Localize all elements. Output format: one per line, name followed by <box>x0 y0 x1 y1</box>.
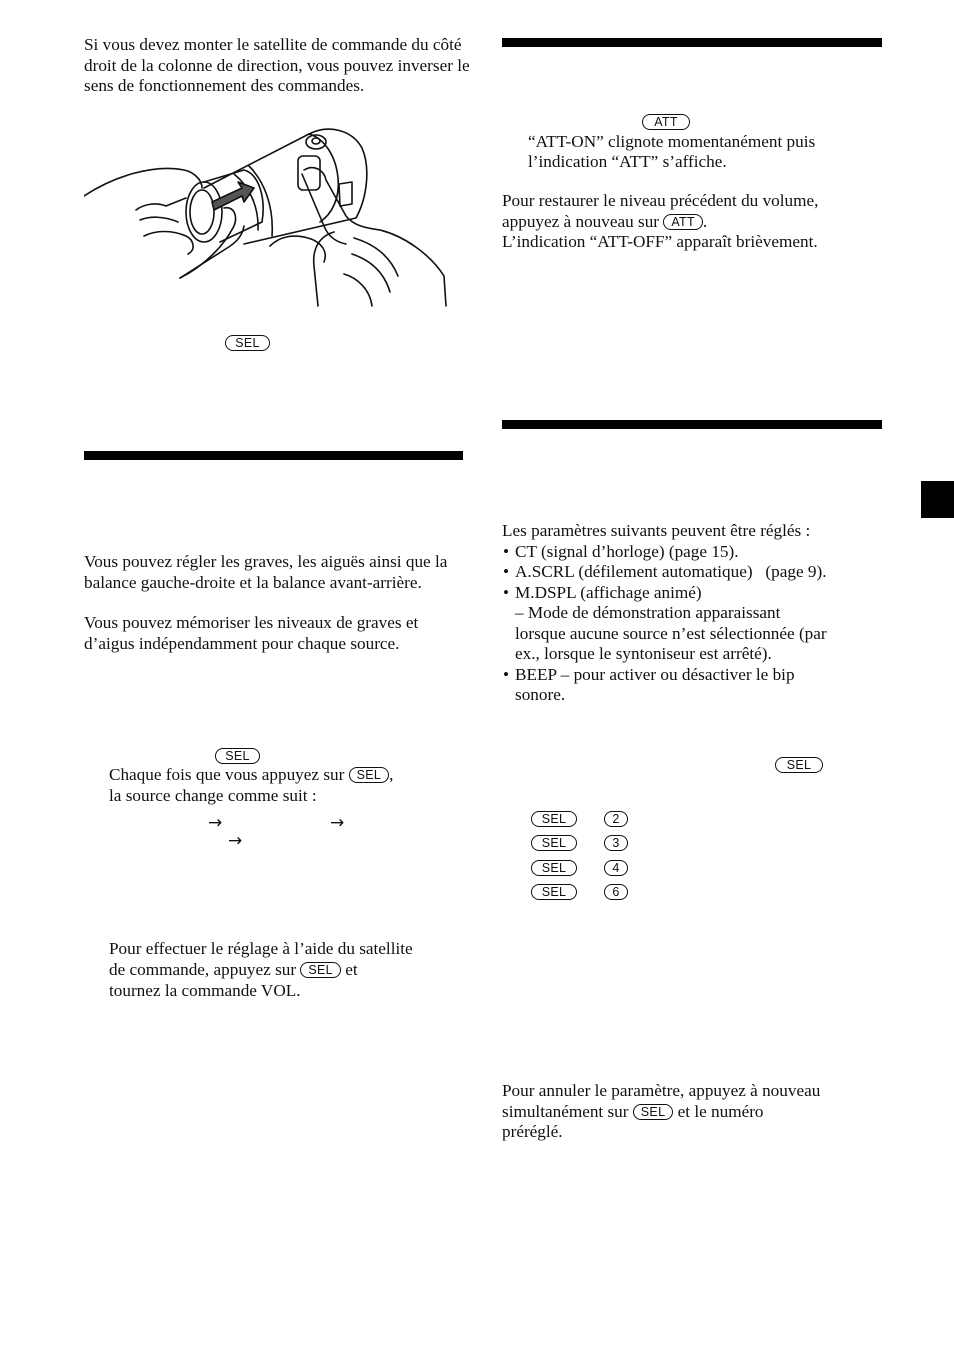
sel-key-inline: SEL <box>300 962 341 978</box>
step1-line1: Chaque fois que vous appuyez sur SEL , <box>109 765 394 784</box>
sel-button-step1: SEL <box>215 748 260 764</box>
commander-note-line1: Pour effectuer le réglage à l’aide du satellite <box>109 939 413 958</box>
param-ct: CT (signal d’horloge) (page 15). <box>515 542 739 561</box>
sel-key-inline: SEL <box>349 767 390 783</box>
combo-sel-key: SEL <box>531 835 577 851</box>
combo-number-key: 4 <box>604 860 628 876</box>
intro-text: Si vous devez monter le satellite de commande du côté droit de la colonne de direction, vous pouvez inverser le sens de fonctionnement des commandes. <box>84 35 470 96</box>
param-ascrl: A.SCRL (défilement automatique) (page 9). <box>515 562 827 581</box>
att-button-label: ATT <box>642 114 690 130</box>
cancel-line3: préréglé. <box>502 1122 563 1141</box>
section-divider <box>84 451 463 460</box>
section-divider <box>502 38 882 47</box>
combo-sel-key: SEL <box>531 811 577 827</box>
att-key-inline: ATT <box>663 214 703 230</box>
param-beep-line2: sonore. <box>515 685 566 704</box>
combo-sel-key: SEL <box>531 884 577 900</box>
cancel-line2: simultanément sur SEL et le numéro <box>502 1102 764 1121</box>
combo-number-key: 6 <box>604 884 628 900</box>
restore-line3: L’indication “ATT-OFF” apparaît brièvement. <box>502 232 818 251</box>
cancel-line1: Pour annuler le paramètre, appuyez à nouveau <box>502 1081 821 1100</box>
mdspl-sub3: ex., lorsque le syntoniseur est arrêté). <box>515 644 772 663</box>
params-intro: Les paramètres suivants peuvent être réglés : <box>502 521 811 540</box>
tone-memory-paragraph: Vous pouvez mémoriser les niveaux de graves et d’aigus indépendamment pour chaque source. <box>84 613 419 653</box>
source-arrow-3: → <box>228 831 243 851</box>
mdspl-sub2: lorsque aucune source n’est sélectionnée (par <box>515 624 827 643</box>
sel-button-setup: SEL <box>775 757 823 773</box>
commander-note-line3: tournez la commande VOL. <box>109 981 301 1000</box>
mdspl-sub1: – Mode de démonstration apparaissant <box>515 603 781 622</box>
hand-turning-control-icon <box>84 126 454 311</box>
restore-line1: Pour restaurer le niveau précédent du volume, <box>502 191 819 210</box>
combo-number-key: 2 <box>604 811 628 827</box>
param-beep-line1: BEEP – pour activer ou désactiver le bip <box>515 665 795 684</box>
satellite-commander-illustration <box>84 126 454 316</box>
commander-note-line2: de commande, appuyez sur SEL et <box>109 960 358 979</box>
section-divider <box>502 420 882 429</box>
att-line1: “ATT-ON” clignote momentanément puis <box>528 132 816 151</box>
combo-sel-key: SEL <box>531 860 577 876</box>
att-line2: l’indication “ATT” s’affiche. <box>528 152 727 171</box>
sel-button-label: SEL <box>225 335 270 351</box>
bullet: • <box>503 542 510 561</box>
bullet: • <box>503 562 510 581</box>
step1-line2: la source change comme suit : <box>109 786 317 805</box>
sel-key-inline: SEL <box>633 1104 674 1120</box>
section-thumb-tab <box>921 481 954 518</box>
restore-line2: appuyez à nouveau sur ATT . <box>502 212 708 231</box>
source-arrow-1: → <box>208 813 223 833</box>
combo-number-key: 3 <box>604 835 628 851</box>
bullet: • <box>503 583 510 602</box>
source-arrow-2: → <box>330 813 345 833</box>
param-mdspl: M.DSPL (affichage animé) <box>515 583 702 602</box>
tone-adjust-paragraph: Vous pouvez régler les graves, les aiguës ainsi que la balance gauche-droite et la balance avant-arrière. <box>84 552 448 592</box>
bullet: • <box>503 665 510 684</box>
